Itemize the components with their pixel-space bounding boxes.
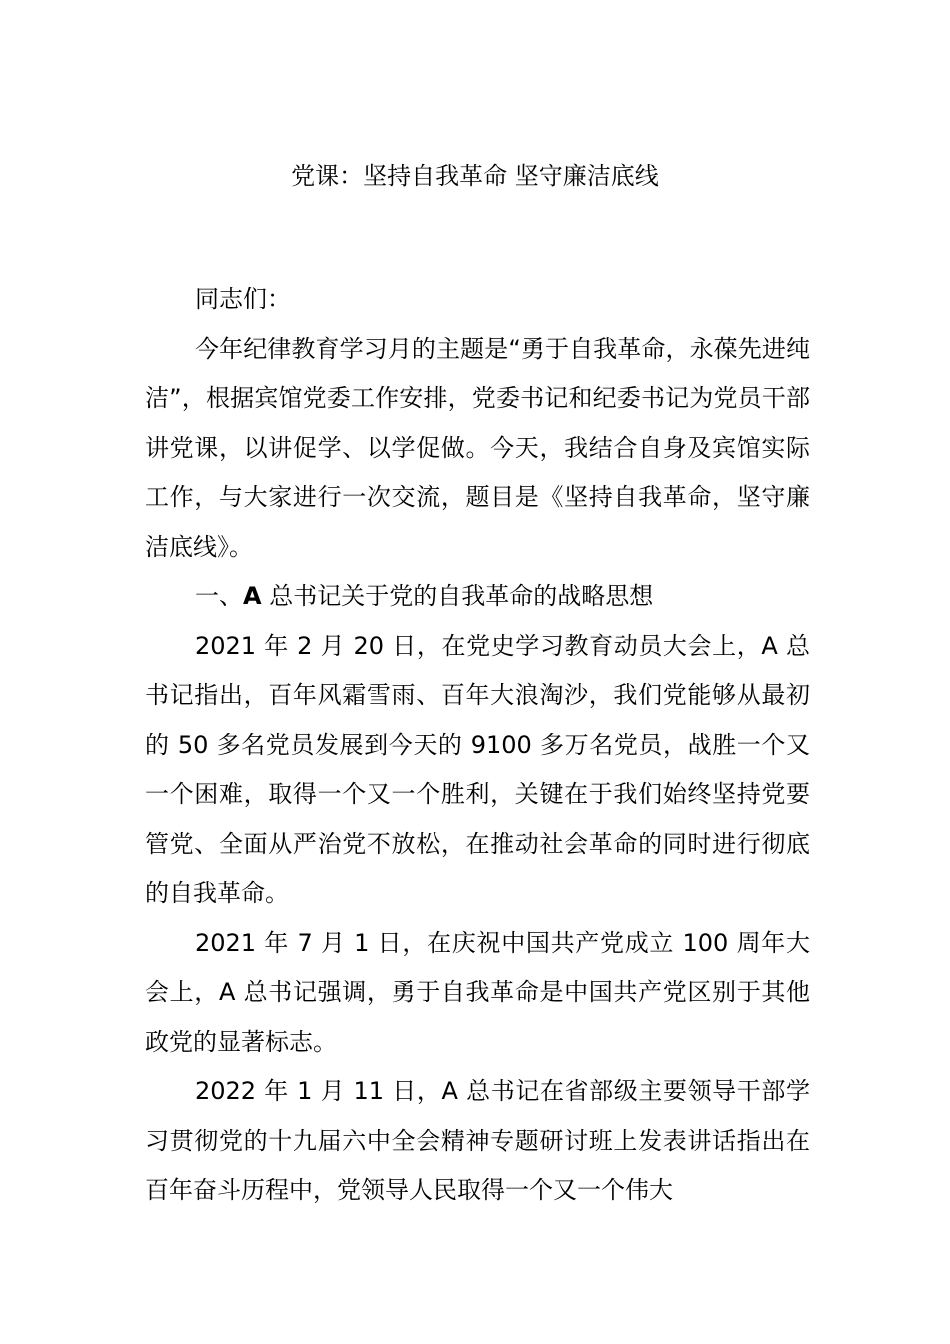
section-heading-mark: A [243,582,262,610]
body-paragraph: 2021 年 7 月 1 日，在庆祝中国共产党成立 100 周年大会上，A 总书记强调，勇于自我革命是中国共产党区别于其他政党的显著标志。 [145,928,810,1056]
body-paragraph: 2022 年 1 月 11 日，A 总书记在省部级主要领导干部学习贯彻党的十九届六中全会精神专题研讨班上发表讲话指出在百年奋斗历程中，党领导人民取得一个又一个伟大 [145,1077,810,1204]
salutation: 同志们： [195,285,291,313]
intro-paragraph: 今年纪律教育学习月的主题是“勇于自我革命，永葆先进纯洁”，根据宾馆党委工作安排，党委书记和纪委书记为党员干部讲党课，以讲促学、以学促做。今天，我结合自身及宾馆实际工作，与大家进行一次交流，题目是《坚持自我革命，坚守廉洁底线》。 [145,334,810,561]
section-heading-text: 总书记关于党的自我革命的战略思想 [261,582,654,610]
section-number: 一、 [195,582,243,610]
document-title: 党课：坚持自我革命 坚守廉洁底线 [291,162,659,190]
body-paragraph: 2021 年 2 月 20 日，在党史学习教育动员大会上，A 总书记指出，百年风霜雪雨、百年大浪淘沙，我们党能够从最初的 50 多名党员发展到今天的 9100 多万名党员，战胜一个又一个困难，取得一个又一个胜利，关键在于我们始终坚持党要管党、全面从严治党不放松，在推动社会革命的同时进行彻底的自我革命。 [145,631,810,907]
section-heading [145,572,810,622]
document-body [145,275,810,1216]
